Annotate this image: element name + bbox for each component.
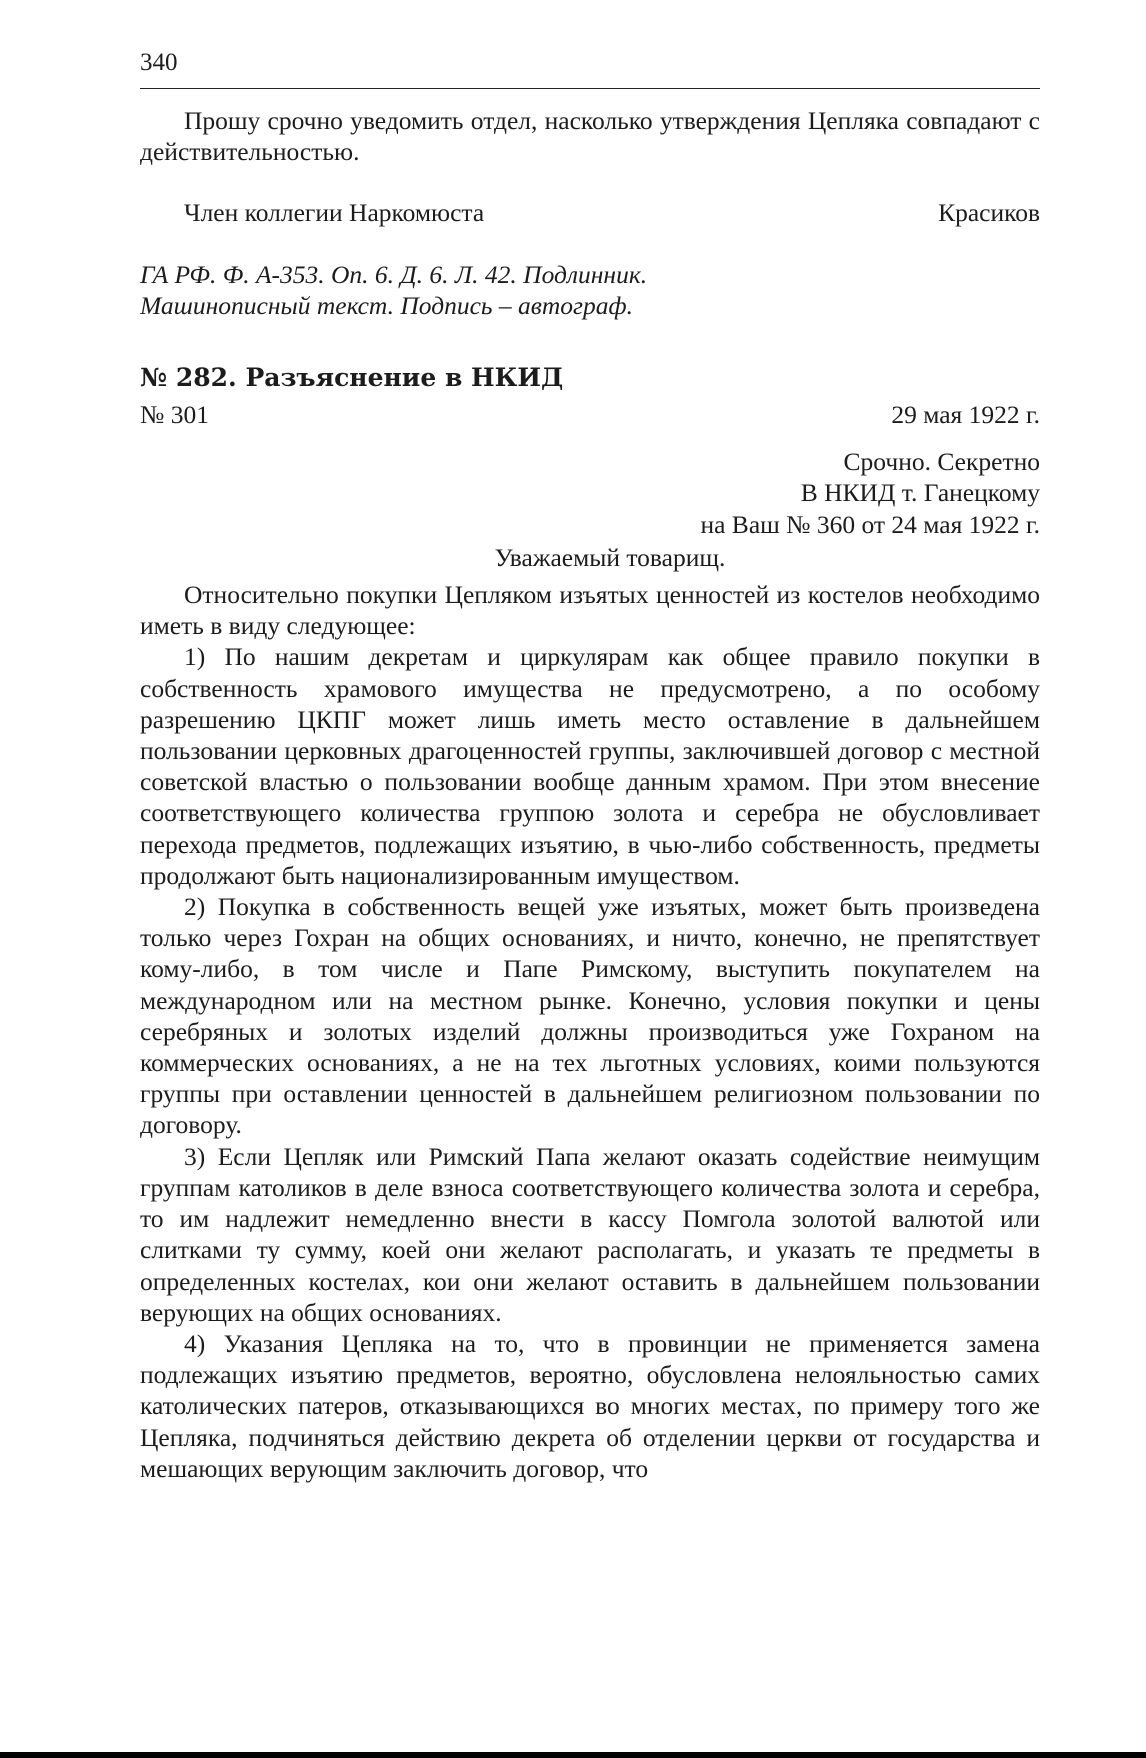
archive-reference [140, 259, 1040, 321]
page-content [140, 105, 1040, 1484]
page-number: 340 [140, 49, 178, 76]
signature-position: Член коллегии Наркомюста [184, 198, 485, 228]
urgency-mark: Срочно. Секретно [843, 447, 1040, 477]
body-paragraph-1: 1) По нашим декретам и циркулярам как общее правило покупки в собственность храмового имущества не предусмотрено, а по особому разрешению ЦКПГ может лишь иметь место оставление в дальнейшем пользовании церковных драгоценностей группы, заключившей договор с местной советской властью о пользовании вообще данным храмом. При этом внесение соответствующего количества группою золота и серебра не обусловливает перехода предметов, подлежащих изъятию, в чью-либо собственность, предметы продолжают быть национализированным имуществом. [140, 642, 1040, 890]
archive-line-2: Машинописный текст. Подпись – автограф. [140, 290, 633, 320]
addressee-block [140, 446, 1040, 540]
body-paragraph-3: 3) Если Цепляк или Римский Папа желают оказать содействие неимущим группам католиков в деле взноса соответствующего количества золота и серебра, то им надлежит немедленно внести в кассу Помгола золотой валютой или слитками ту сумму, коей они желают располагать, и указать те предметы в определенных костелах, кои они желают оставить в дальнейшем пользовании верующих на общих основаниях. [140, 1141, 1040, 1327]
archive-line-1: ГА РФ. Ф. А-353. Оп. 6. Д. 6. Л. 42. Подлинник. [140, 259, 648, 289]
body-paragraph-intro: Относительно покупки Цепляком изъятых ценностей из костелов необходимо иметь в виду следующее: [140, 580, 1040, 641]
scan-bottom-edge [0, 1752, 1146, 1758]
document-body [140, 579, 1040, 1484]
closing-paragraph: Прошу срочно уведомить отдел, насколько утверждения Цепляка совпадают с действительностью. [140, 106, 1040, 167]
signature-row [140, 197, 1040, 228]
salutation: Уважаемый товарищ. [494, 542, 726, 572]
outgoing-number: № 301 [140, 400, 209, 430]
addressee: В НКИД т. Ганецкому [800, 478, 1040, 508]
document-title: № 282. Разъяснение в НКИД [140, 363, 564, 393]
header-rule [140, 88, 1040, 89]
reference-line: на Ваш № 360 от 24 мая 1922 г. [700, 509, 1040, 539]
body-paragraph-4: 4) Указания Цепляка на то, что в провинции не применяется замена подлежащих изъятию предметов, вероятно, обусловлена нелояльностью самих католических патеров, отказывающихся во многих местах, по примеру того же Цепляка, подчиняться действию декрета об отделении церкви от государства и мешающих верующим заключить договор, что [140, 1328, 1040, 1483]
document-meta [140, 399, 1040, 430]
body-paragraph-2: 2) Покупка в собственность вещей уже изъятых, может быть произведена только через Гохран на общих основаниях, и ничто, конечно, не препятствует кому-либо, в том числе и Папе Римскому, выступить покупателем на международном или на местном рынке. Конечно, условия покупки и цены серебряных и золотых изделий должны производиться уже Гохраном на коммерческих основаниях, а не на тех льготных условиях, коими пользуются группы при оставлении ценностей в дальнейшем религиозном пользовании по договору. [140, 892, 1040, 1140]
signature-name: Красиков [938, 198, 1040, 228]
document-date: 29 мая 1922 г. [891, 400, 1040, 430]
